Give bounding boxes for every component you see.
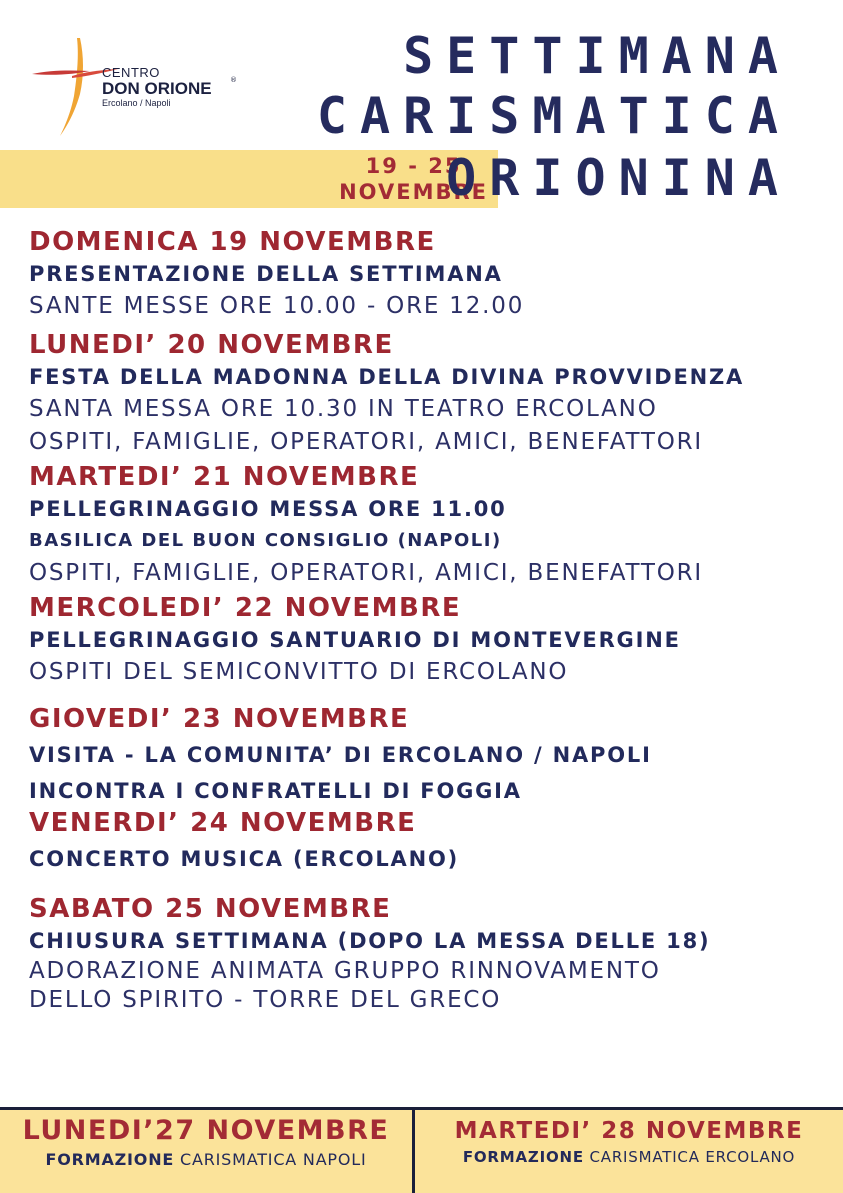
day-detail: DELLO SPIRITO - TORRE DEL GRECO [29,987,502,1013]
footer-sub-bold: FORMAZIONE [45,1150,175,1169]
day-event: FESTA DELLA MADONNA DELLA DIVINA PROVVIDENZA [29,365,745,389]
footer [0,1107,843,1193]
day-title: DOMENICA 19 NOVEMBRE [29,227,436,257]
day-event: PELLEGRINAGGIO MESSA ORE 11.00 [29,497,507,521]
day-friday [29,807,829,879]
day-detail: SANTE MESSE ORE 10.00 - ORE 12.00 [29,293,525,319]
footer-sub-rest: CARISMATICA NAPOLI [174,1150,367,1169]
date-month: NOVEMBRE [339,180,488,204]
footer-day-title: LUNEDI’27 NOVEMBRE [22,1115,390,1146]
day-detail: OSPITI, FAMIGLIE, OPERATORI, AMICI, BENEFATTORI [29,560,704,586]
logo-line-location: Ercolano / Napoli [102,98,171,108]
day-title: LUNEDI’ 20 NOVEMBRE [29,330,394,360]
footer-sub-bold: FORMAZIONE [462,1148,584,1166]
logo-line-don-orione: DON ORIONE [102,79,212,98]
day-event: CHIUSURA SETTIMANA (DOPO LA MESSA DELLE 18) [29,929,711,953]
day-event-detail: INCONTRA I CONFRATELLI DI FOGGIA [29,779,522,803]
registered-mark: ® [230,76,237,84]
day-detail: SANTA MESSA ORE 10.30 IN TEATRO ERCOLANO [29,396,658,422]
day-event: CONCERTO MUSICA (ERCOLANO) [29,847,460,871]
footer-top-border [0,1107,843,1110]
day-sunday [29,226,829,323]
day-wednesday [29,592,829,689]
day-title: MARTEDI’ 21 NOVEMBRE [29,462,420,492]
day-monday [29,329,829,459]
day-event-location: BASILICA DEL BUON CONSIGLIO (NAPOLI) [29,530,502,551]
footer-monday [0,1115,412,1169]
footer-sub-rest: CARISMATICA ERCOLANO [583,1148,796,1166]
title-line-3: ORIONINA [446,149,791,207]
day-detail: ADORAZIONE ANIMATA GRUPPO RINNOVAMENTO [29,958,661,984]
schedule [29,226,829,1015]
day-title: SABATO 25 NOVEMBRE [29,894,392,924]
day-detail: OSPITI, FAMIGLIE, OPERATORI, AMICI, BENEFATTORI [29,429,704,455]
day-thursday [29,703,829,807]
title-line-1: SETTIMANA [403,27,791,85]
day-tuesday [29,461,829,590]
footer-day-subtitle [415,1148,843,1166]
footer-day-subtitle [0,1150,412,1169]
day-event: PRESENTAZIONE DELLA SETTIMANA [29,262,503,286]
title-line-2: CARISMATICA [316,87,791,145]
footer-day-title: MARTEDI’ 28 NOVEMBRE [454,1118,804,1144]
day-detail: OSPITI DEL SEMICONVITTO DI ERCOLANO [29,659,569,685]
day-event: VISITA - LA COMUNITA’ DI ERCOLANO / NAPOLI [29,743,652,767]
day-title: VENERDI’ 24 NOVEMBRE [29,808,417,838]
logo-text [102,65,237,109]
day-title: MERCOLEDI’ 22 NOVEMBRE [29,593,462,623]
logo-line-centro: CENTRO [102,65,160,80]
date-band [0,150,498,208]
day-event: PELLEGRINAGGIO SANTUARIO DI MONTEVERGINE [29,628,681,652]
footer-tuesday [415,1115,843,1166]
date-range: 19 - 25 [365,154,462,178]
day-saturday [29,893,829,1015]
day-title: GIOVEDI’ 23 NOVEMBRE [29,704,410,734]
